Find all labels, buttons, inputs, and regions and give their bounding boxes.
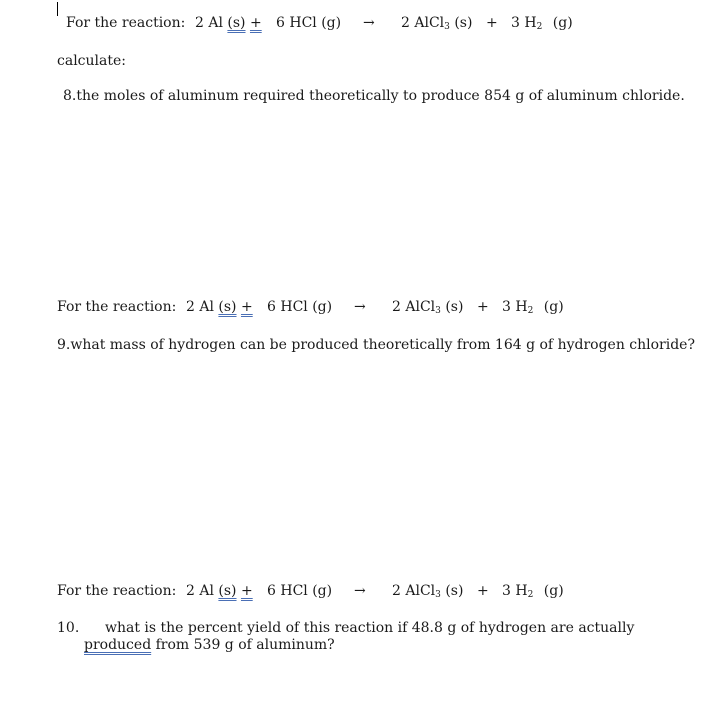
reaction-arrow: → — [354, 583, 366, 599]
calculate-label: calculate: — [57, 53, 126, 69]
reactant-hcl: 6 HCl (g) — [267, 299, 333, 315]
reaction-arrow: → — [354, 299, 366, 315]
reactant-aluminum: 2 Al (s) + — [186, 299, 253, 315]
question-9: 9.what mass of hydrogen can be produced theoretically from 164 g of hydrogen chloride? — [57, 337, 695, 353]
product-alcl3: 2 AlCl$_3$ (s) — [392, 299, 464, 316]
product-alcl3: 2 AlCl$_3$ (s) — [392, 583, 464, 600]
product-h2: 3 $H_2$ (g) — [511, 15, 573, 32]
reaction-arrow: → — [363, 15, 375, 31]
reaction-equation — [57, 582, 617, 600]
question-8: 8.the moles of aluminum required theoretically to produce 854 g of aluminum chloride. — [63, 88, 685, 104]
question-10-number: 10. — [57, 620, 80, 636]
reaction-equation — [66, 14, 626, 32]
product-alcl3: 2 AlCl$_3$ (s) — [401, 15, 473, 32]
reaction-label: For the reaction: — [57, 583, 177, 599]
spellcheck-underline: produced — [84, 637, 152, 653]
reactant-hcl: 6 HCl (g) — [276, 15, 342, 31]
text-cursor — [57, 2, 58, 16]
plus-sign: + — [486, 15, 498, 31]
reactant-aluminum: 2 Al (s) + — [186, 583, 253, 599]
question-10-text: what is the percent yield of this reaction if 48.8 g of hydrogen are actually produced from 539 g of aluminum? — [84, 620, 635, 653]
reaction-label: For the reaction: — [66, 15, 186, 31]
plus-sign: + — [477, 583, 489, 599]
reaction-label: For the reaction: — [57, 299, 177, 315]
plus-sign: + — [477, 299, 489, 315]
product-h2: 3 $H_2$ (g) — [502, 299, 564, 316]
reactant-hcl: 6 HCl (g) — [267, 583, 333, 599]
product-h2: 3 $H_2$ (g) — [502, 583, 564, 600]
reaction-equation — [57, 298, 617, 316]
reactant-aluminum: 2 Al (s) + — [195, 15, 262, 31]
